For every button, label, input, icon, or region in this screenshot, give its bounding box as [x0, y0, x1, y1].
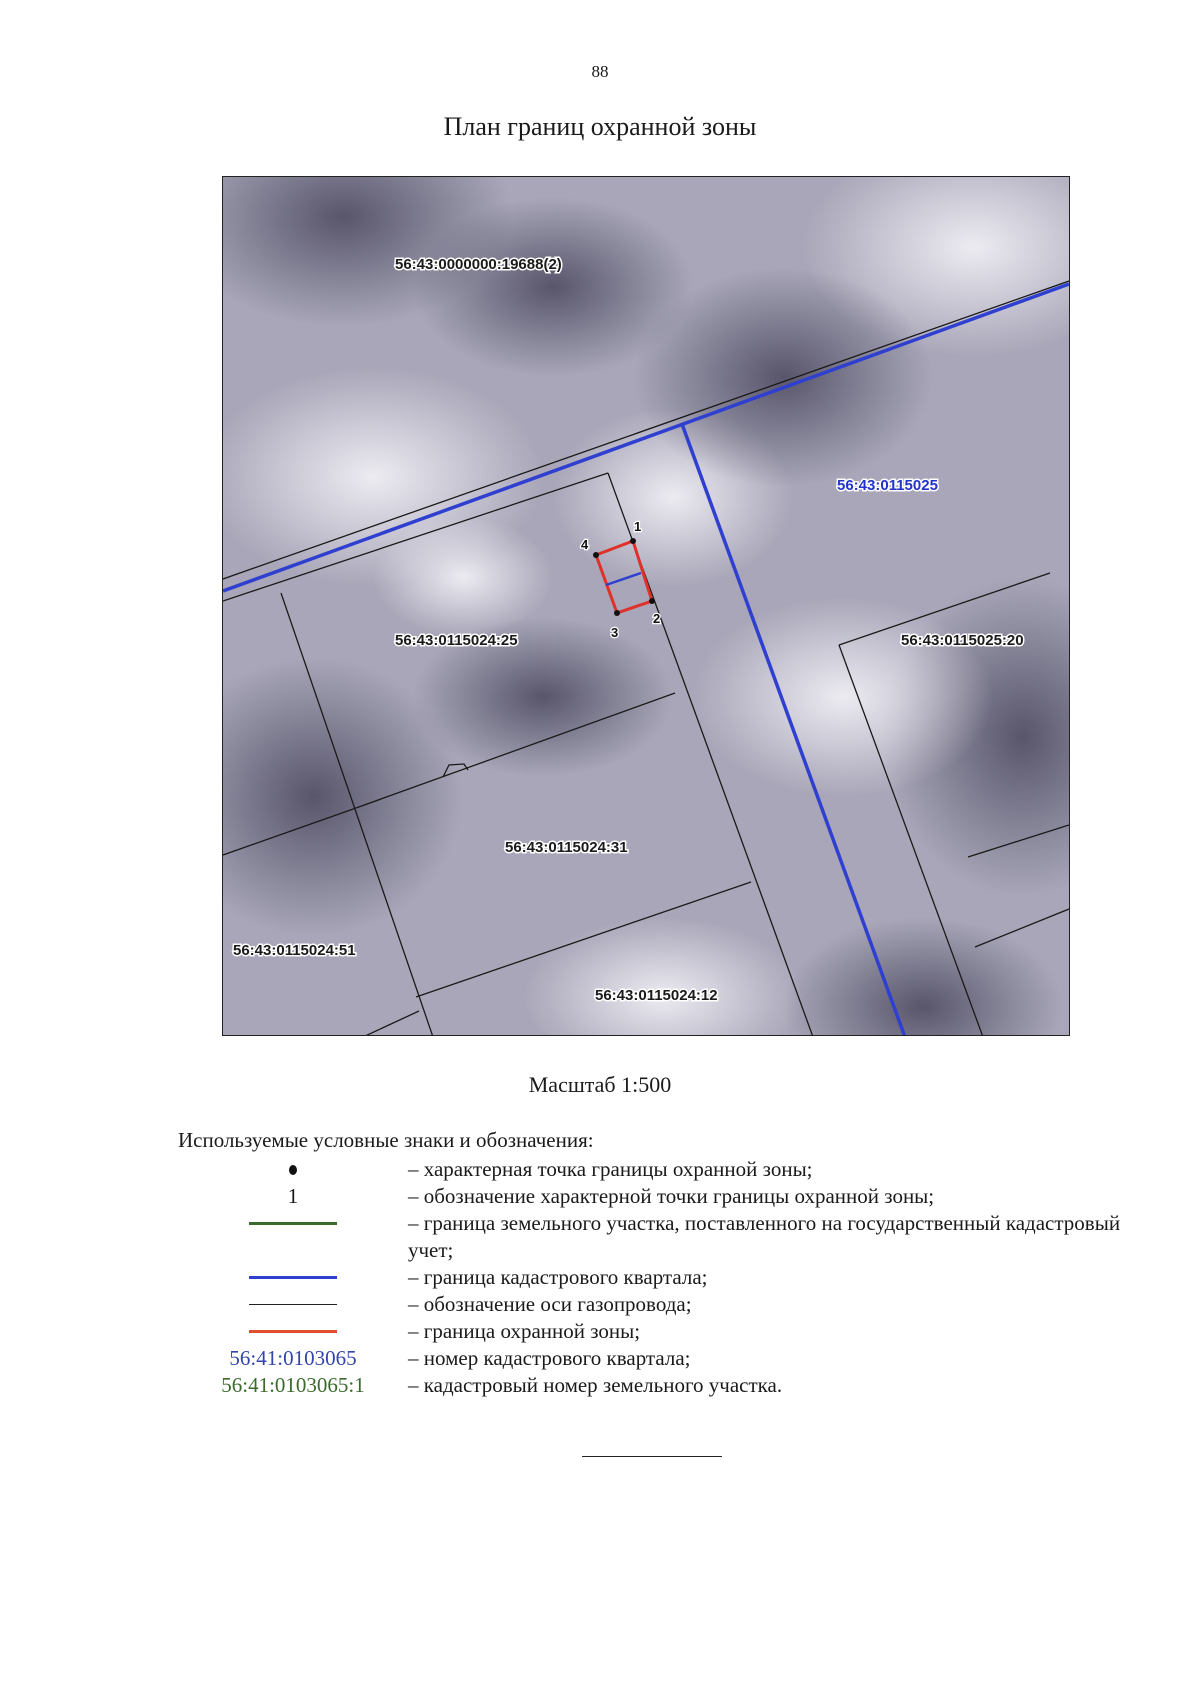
end-rule: [582, 1456, 722, 1457]
legend-item: [178, 1183, 1138, 1210]
map-frame: [222, 176, 1070, 1036]
legend-description: – обозначение характерной точки границы охранной зоны;: [408, 1184, 935, 1208]
parcel-label: 56:43:0115025:20: [901, 632, 1024, 649]
legend-item: [178, 1345, 1138, 1372]
point-4: [593, 552, 599, 558]
legend-symbol-text: 1: [287, 1184, 299, 1208]
legend-description: – номер кадастрового квартала;: [408, 1346, 691, 1370]
legend-title: Используемые условные знаки и обозначения:: [178, 1128, 594, 1152]
point-1: [630, 538, 636, 544]
point-label-2: 2: [653, 611, 661, 626]
page-title: План границ охранной зоны: [443, 112, 757, 141]
legend: [178, 1156, 1138, 1399]
legend-item: [178, 1372, 1138, 1399]
legend-symbol-text: 56:41:0103065: [229, 1346, 357, 1370]
map-scale: Масштаб 1:500: [528, 1072, 672, 1097]
blue-line-icon: [249, 1276, 337, 1279]
legend-description: – граница кадастрового квартала;: [408, 1265, 708, 1289]
legend-description: – характерная точка границы охранной зоны;: [408, 1157, 813, 1181]
legend-item: [178, 1264, 1138, 1291]
parcel-label: 56:43:0115024:51: [233, 942, 356, 959]
page-number: 88: [591, 62, 609, 81]
legend-item: [178, 1156, 1138, 1183]
parcel-label: 56:43:0115024:31: [505, 839, 628, 856]
point-dot-icon: [289, 1165, 297, 1175]
point-label-1: 1: [634, 519, 642, 534]
point-3: [614, 610, 620, 616]
green-line-icon: [249, 1222, 337, 1225]
red-line-icon: [249, 1330, 337, 1333]
legend-description: – кадастровый номер земельного участка.: [408, 1373, 783, 1397]
legend-item: [178, 1291, 1138, 1318]
cadastral-map: [223, 177, 1070, 1036]
point-2: [649, 598, 655, 604]
point-label-4: 4: [581, 537, 589, 552]
legend-symbol-text: 56:41:0103065:1: [221, 1373, 365, 1397]
point-label-3: 3: [611, 625, 619, 640]
parcel-label: 56:43:0115024:12: [595, 987, 718, 1004]
legend-item: [178, 1318, 1138, 1345]
parcel-label: 56:43:0115024:25: [395, 632, 518, 649]
legend-description: – обозначение оси газопровода;: [408, 1292, 692, 1316]
quarter-label: 56:43:0115025: [837, 477, 938, 494]
black-line-icon: [249, 1304, 337, 1305]
legend-description: – граница земельного участка, поставленного на государственный кадастровый учет;: [408, 1211, 1121, 1262]
legend-description: – граница охранной зоны;: [408, 1319, 641, 1343]
parcel-label: 56:43:0000000:19688(2): [395, 256, 562, 273]
legend-item: [178, 1210, 1138, 1264]
